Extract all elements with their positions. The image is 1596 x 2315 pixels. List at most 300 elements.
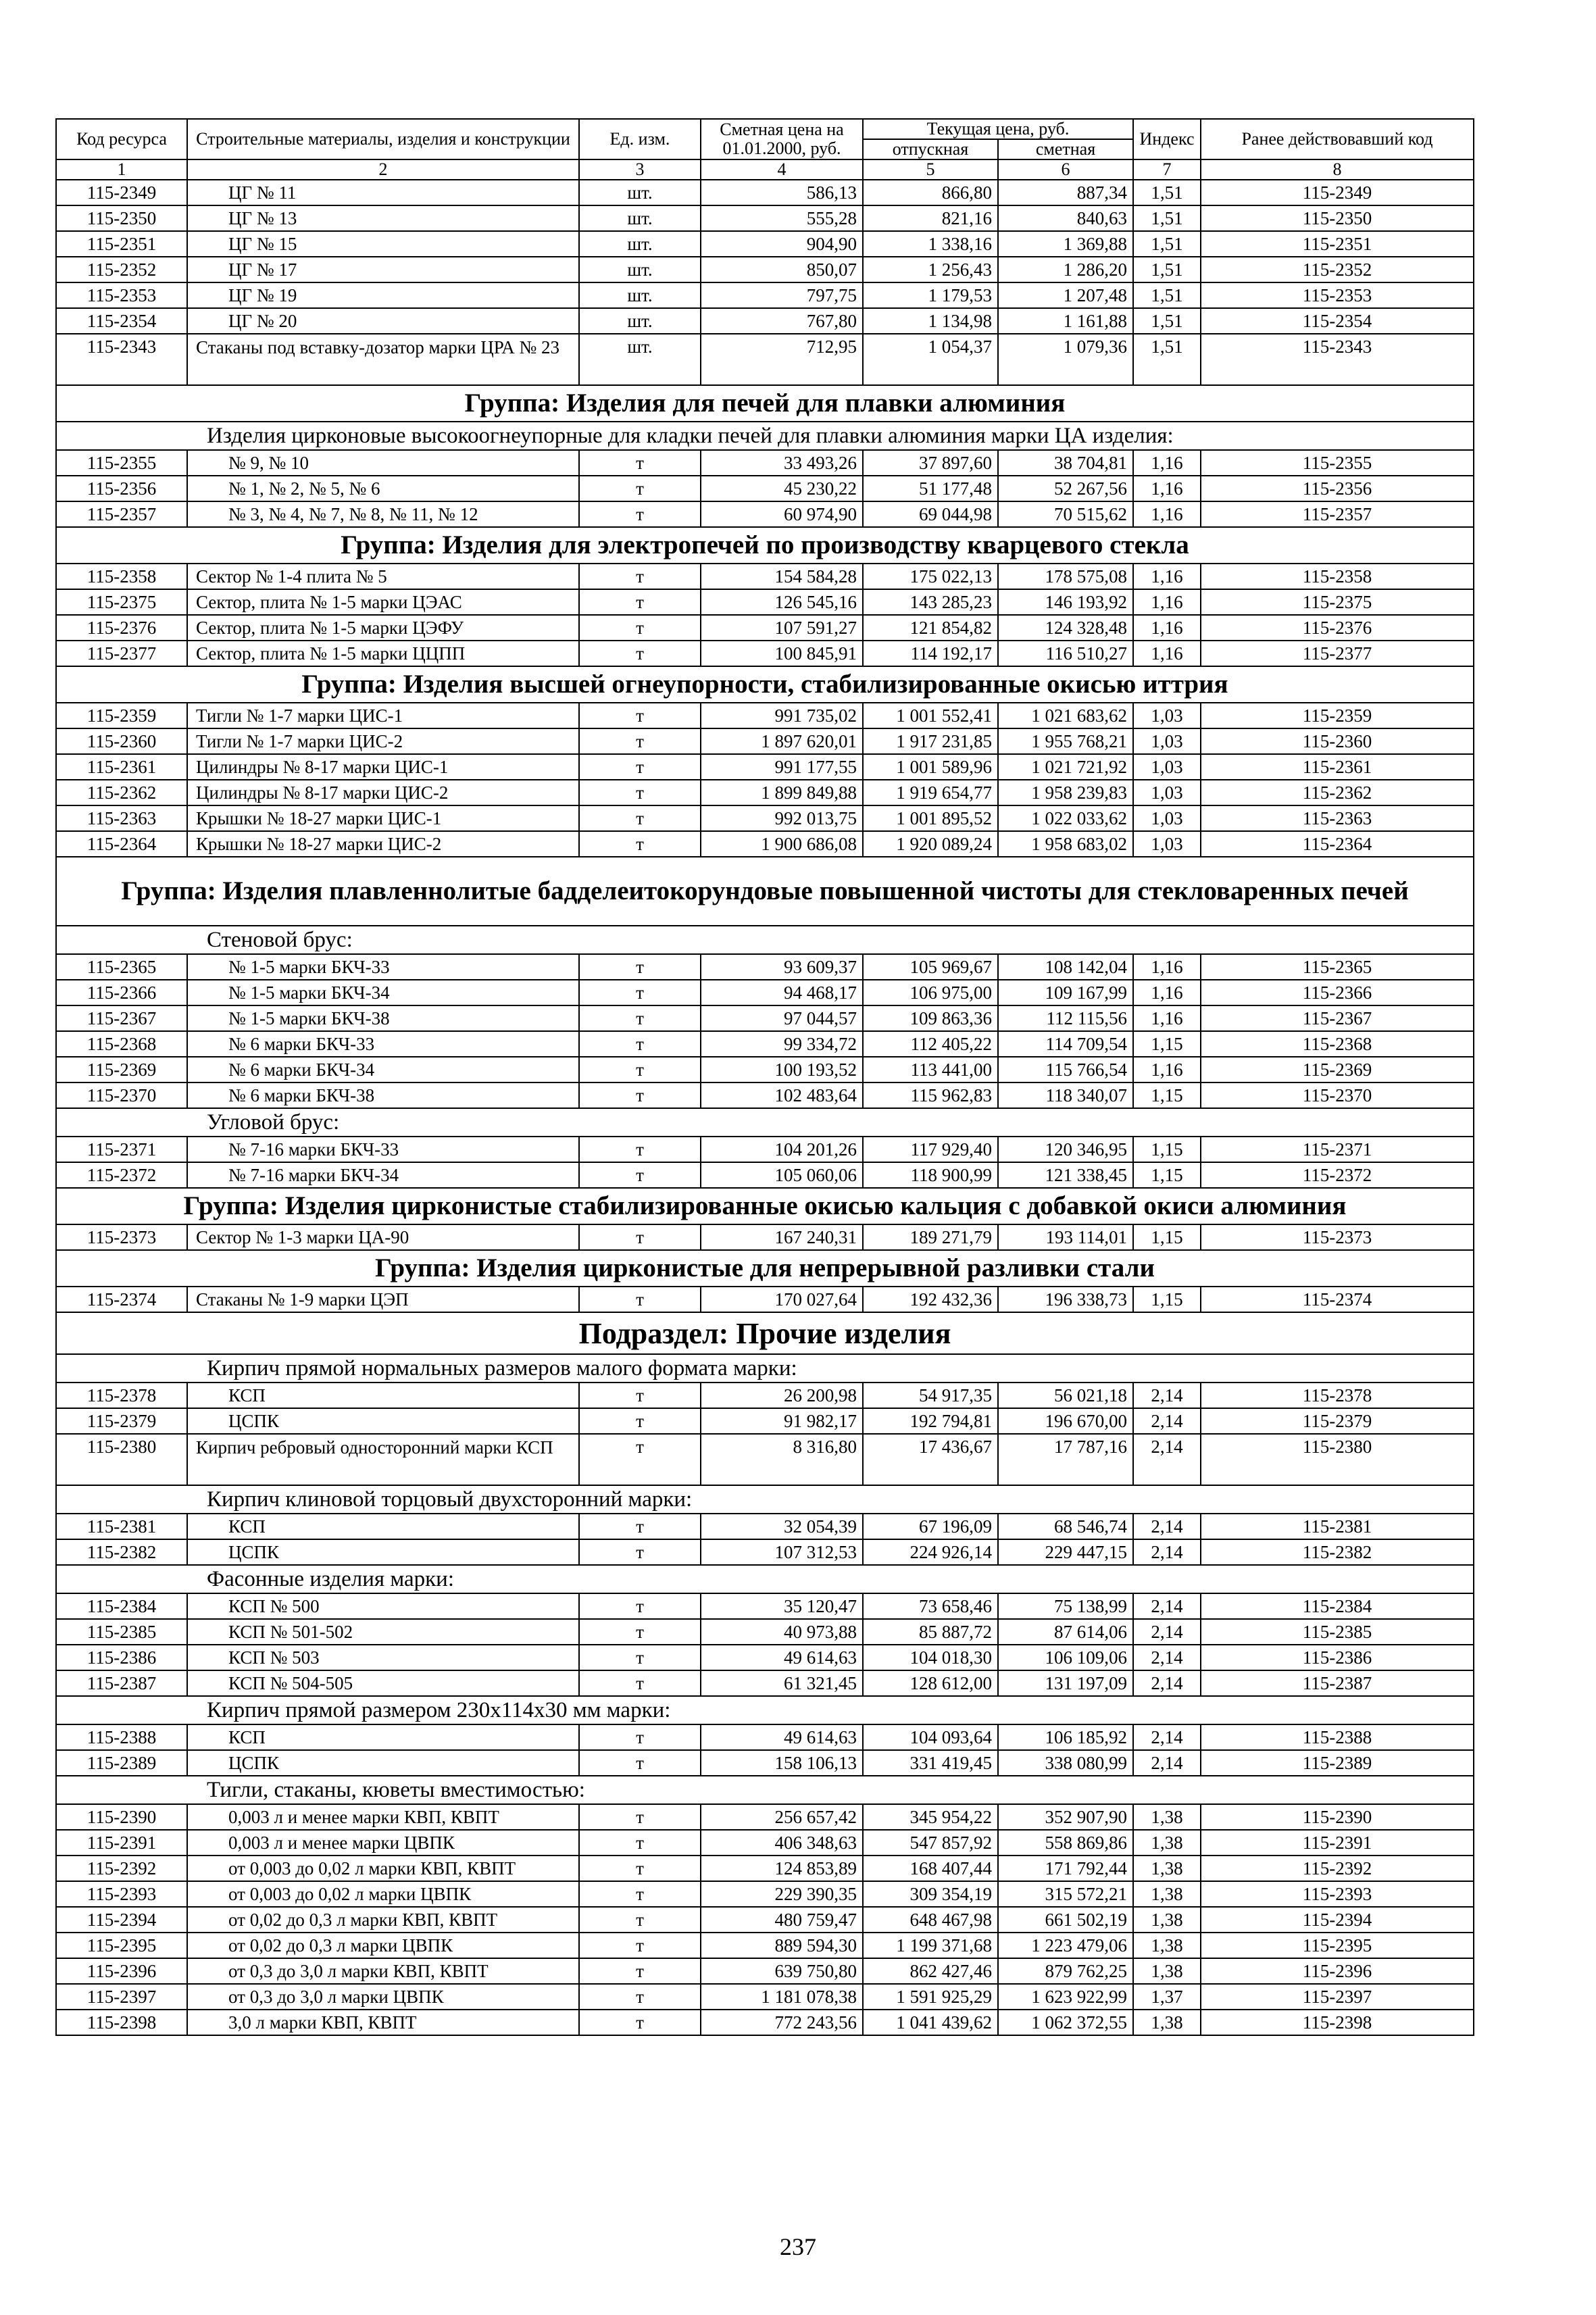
group-heading: Группа: Изделия для электропечей по производству кварцевого стекла <box>56 527 1474 564</box>
unit: шт. <box>579 334 701 385</box>
resource-code: 115-2355 <box>56 450 187 476</box>
unit: т <box>579 1958 701 1984</box>
previous-code: 115-2386 <box>1201 1645 1474 1670</box>
selling-price: 547 857,92 <box>863 1830 998 1856</box>
selling-price: 1 001 589,96 <box>863 754 998 780</box>
table-row <box>56 308 1474 334</box>
unit: т <box>579 1434 701 1485</box>
group-heading: Группа: Изделия для печей для плавки алюминия <box>56 385 1474 422</box>
previous-code: 115-2372 <box>1201 1162 1474 1188</box>
header-num: 4 <box>701 159 863 180</box>
group-heading-row <box>56 527 1474 564</box>
resource-code: 115-2398 <box>56 2010 187 2035</box>
previous-code: 115-2382 <box>1201 1539 1474 1565</box>
selling-price: 51 177,48 <box>863 476 998 501</box>
estimate-price-current: 338 080,99 <box>998 1750 1133 1776</box>
unit: т <box>579 1031 701 1057</box>
group-heading-row <box>56 385 1474 422</box>
resource-code: 115-2364 <box>56 831 187 857</box>
material-name: № 9, № 10 <box>187 450 579 476</box>
header-num: 1 <box>56 159 187 180</box>
resource-code: 115-2386 <box>56 1645 187 1670</box>
material-name: Сектор № 1-4 плита № 5 <box>187 564 579 589</box>
material-name: Сектор, плита № 1-5 марки ЦЦПП <box>187 641 579 666</box>
estimate-price-2000: 102 483,64 <box>701 1082 863 1108</box>
unit: т <box>579 450 701 476</box>
resource-code: 115-2365 <box>56 954 187 980</box>
resource-code: 115-2357 <box>56 501 187 527</box>
estimate-price-current: 1 062 372,55 <box>998 2010 1133 2035</box>
estimate-price-current: 1 022 033,62 <box>998 805 1133 831</box>
previous-code: 115-2381 <box>1201 1514 1474 1539</box>
resource-code: 115-2354 <box>56 308 187 334</box>
material-name: ЦГ № 17 <box>187 257 579 282</box>
unit: т <box>579 831 701 857</box>
resource-code: 115-2358 <box>56 564 187 589</box>
table-row <box>56 282 1474 308</box>
material-name: КСП № 503 <box>187 1645 579 1670</box>
material-name: ЦГ № 11 <box>187 180 579 205</box>
resource-code: 115-2362 <box>56 780 187 805</box>
unit: т <box>579 1750 701 1776</box>
resource-code: 115-2353 <box>56 282 187 308</box>
material-name: от 0,003 до 0,02 л марки ЦВПК <box>187 1881 579 1907</box>
price-index: 1,51 <box>1133 308 1201 334</box>
estimate-price-2000: 992 013,75 <box>701 805 863 831</box>
header-num: 6 <box>998 159 1133 180</box>
estimate-price-2000: 772 243,56 <box>701 2010 863 2035</box>
price-index: 1,03 <box>1133 754 1201 780</box>
previous-code: 115-2352 <box>1201 257 1474 282</box>
material-name: № 1-5 марки БКЧ-34 <box>187 980 579 1005</box>
price-index: 2,14 <box>1133 1408 1201 1434</box>
selling-price: 114 192,17 <box>863 641 998 666</box>
selling-price: 1 041 439,62 <box>863 2010 998 2035</box>
group-heading: Группа: Изделия цирконистые для непрерывной разливки стали <box>56 1250 1474 1287</box>
table-row <box>56 501 1474 527</box>
previous-code: 115-2367 <box>1201 1005 1474 1031</box>
table-row <box>56 1670 1474 1696</box>
table-row <box>56 1434 1474 1485</box>
unit: шт. <box>579 231 701 257</box>
previous-code: 115-2377 <box>1201 641 1474 666</box>
price-index: 1,16 <box>1133 1057 1201 1082</box>
selling-price: 1 256,43 <box>863 257 998 282</box>
price-index: 1,16 <box>1133 589 1201 615</box>
subgroup-label-row <box>56 1108 1474 1137</box>
unit: т <box>579 1619 701 1645</box>
estimate-price-2000: 104 201,26 <box>701 1137 863 1162</box>
estimate-price-current: 108 142,04 <box>998 954 1133 980</box>
price-index: 1,38 <box>1133 1804 1201 1830</box>
selling-price: 189 271,79 <box>863 1224 998 1250</box>
estimate-price-2000: 8 316,80 <box>701 1434 863 1485</box>
unit: т <box>579 1804 701 1830</box>
group-heading-row <box>56 857 1474 926</box>
material-name: Тигли № 1-7 марки ЦИС-1 <box>187 703 579 728</box>
price-index: 1,51 <box>1133 257 1201 282</box>
estimate-price-current: 1 958 683,02 <box>998 831 1133 857</box>
table-row <box>56 1856 1474 1881</box>
estimate-price-2000: 1 900 686,08 <box>701 831 863 857</box>
material-name: № 6 марки БКЧ-33 <box>187 1031 579 1057</box>
estimate-price-2000: 586,13 <box>701 180 863 205</box>
table-row <box>56 589 1474 615</box>
previous-code: 115-2388 <box>1201 1724 1474 1750</box>
table-row <box>56 476 1474 501</box>
material-name: Стаканы под вставку-дозатор марки ЦРА № 23 <box>187 334 579 385</box>
unit: шт. <box>579 205 701 231</box>
material-name: КСП <box>187 1383 579 1408</box>
estimate-price-2000: 60 974,90 <box>701 501 863 527</box>
unit: т <box>579 954 701 980</box>
price-index: 1,16 <box>1133 615 1201 641</box>
selling-price: 105 969,67 <box>863 954 998 980</box>
unit: т <box>579 805 701 831</box>
estimate-price-2000: 35 120,47 <box>701 1593 863 1619</box>
estimate-price-2000: 850,07 <box>701 257 863 282</box>
header-num: 3 <box>579 159 701 180</box>
material-name: КСП № 504-505 <box>187 1670 579 1696</box>
group-heading: Группа: Изделия плавленнолитые бадделеитокорундовые повышенной чистоты для стекловаренных печей <box>56 857 1474 926</box>
price-index: 1,16 <box>1133 641 1201 666</box>
unit: т <box>579 1933 701 1958</box>
unit: т <box>579 1137 701 1162</box>
estimate-price-current: 116 510,27 <box>998 641 1133 666</box>
table-row <box>56 1057 1474 1082</box>
resource-code: 115-2367 <box>56 1005 187 1031</box>
selling-price: 109 863,36 <box>863 1005 998 1031</box>
material-name: 0,003 л и менее марки ЦВПК <box>187 1830 579 1856</box>
material-name: от 0,02 до 0,3 л марки КВП, КВПТ <box>187 1907 579 1933</box>
subgroup-label: Кирпич клиновой торцовый двухсторонний марки: <box>56 1485 1474 1514</box>
subgroup-label-row <box>56 1696 1474 1724</box>
price-index: 2,14 <box>1133 1619 1201 1645</box>
table-row <box>56 831 1474 857</box>
estimate-price-current: 315 572,21 <box>998 1881 1133 1907</box>
selling-price: 1 054,37 <box>863 334 998 385</box>
estimate-price-current: 68 546,74 <box>998 1514 1133 1539</box>
price-index: 2,14 <box>1133 1593 1201 1619</box>
material-name: Крышки № 18-27 марки ЦИС-2 <box>187 831 579 857</box>
selling-price: 345 954,22 <box>863 1804 998 1830</box>
resource-code: 115-2394 <box>56 1907 187 1933</box>
table-row <box>56 1082 1474 1108</box>
material-name: № 6 марки БКЧ-34 <box>187 1057 579 1082</box>
previous-code: 115-2371 <box>1201 1137 1474 1162</box>
previous-code: 115-2360 <box>1201 728 1474 754</box>
estimate-price-2000: 91 982,17 <box>701 1408 863 1434</box>
header-unit: Ед. изм. <box>579 119 701 159</box>
price-index: 1,03 <box>1133 805 1201 831</box>
estimate-price-current: 887,34 <box>998 180 1133 205</box>
estimate-price-current: 1 021 721,92 <box>998 754 1133 780</box>
table-row <box>56 1287 1474 1312</box>
table-row <box>56 728 1474 754</box>
unit: т <box>579 1287 701 1312</box>
table-row <box>56 1907 1474 1933</box>
price-index: 1,03 <box>1133 703 1201 728</box>
material-name: Крышки № 18-27 марки ЦИС-1 <box>187 805 579 831</box>
previous-code: 115-2353 <box>1201 282 1474 308</box>
header-index: Индекс <box>1133 119 1201 159</box>
resource-code: 115-2373 <box>56 1224 187 1250</box>
estimate-price-2000: 100 845,91 <box>701 641 863 666</box>
group-heading: Группа: Изделия высшей огнеупорности, стабилизированные окисью иттрия <box>56 666 1474 703</box>
price-index: 1,16 <box>1133 450 1201 476</box>
selling-price: 118 900,99 <box>863 1162 998 1188</box>
estimate-price-2000: 229 390,35 <box>701 1881 863 1907</box>
material-name: от 0,3 до 3,0 л марки ЦВПК <box>187 1984 579 2010</box>
unit: шт. <box>579 282 701 308</box>
resource-code: 115-2372 <box>56 1162 187 1188</box>
unit: т <box>579 1408 701 1434</box>
table-row <box>56 1005 1474 1031</box>
estimate-price-current: 178 575,08 <box>998 564 1133 589</box>
price-index: 1,16 <box>1133 1005 1201 1031</box>
estimate-price-current: 840,63 <box>998 205 1133 231</box>
group-heading-row <box>56 1188 1474 1224</box>
estimate-price-2000: 100 193,52 <box>701 1057 863 1082</box>
selling-price: 1 001 552,41 <box>863 703 998 728</box>
estimate-price-2000: 61 321,45 <box>701 1670 863 1696</box>
header-name: Строительные материалы, изделия и конструкции <box>187 119 579 159</box>
selling-price: 821,16 <box>863 205 998 231</box>
table-row <box>56 180 1474 205</box>
subgroup-label: Изделия цирконовые высокоогнеупорные для кладки печей для плавки алюминия марки ЦА изделия: <box>56 422 1474 450</box>
price-index: 1,15 <box>1133 1162 1201 1188</box>
unit: т <box>579 501 701 527</box>
selling-price: 309 354,19 <box>863 1881 998 1907</box>
material-name: ЦСПК <box>187 1539 579 1565</box>
table-row <box>56 1750 1474 1776</box>
selling-price: 17 436,67 <box>863 1434 998 1485</box>
resource-code: 115-2375 <box>56 589 187 615</box>
estimate-price-2000: 1 897 620,01 <box>701 728 863 754</box>
price-index: 2,14 <box>1133 1514 1201 1539</box>
unit: т <box>579 754 701 780</box>
table-row <box>56 1383 1474 1408</box>
previous-code: 115-2380 <box>1201 1434 1474 1485</box>
selling-price: 1 338,16 <box>863 231 998 257</box>
selling-price: 113 441,00 <box>863 1057 998 1082</box>
estimate-price-2000: 124 853,89 <box>701 1856 863 1881</box>
selling-price: 862 427,46 <box>863 1958 998 1984</box>
price-index: 2,14 <box>1133 1434 1201 1485</box>
estimate-price-2000: 406 348,63 <box>701 1830 863 1856</box>
selling-price: 1 591 925,29 <box>863 1984 998 2010</box>
subgroup-label: Кирпич прямой нормальных размеров малого формата марки: <box>56 1354 1474 1383</box>
estimate-price-current: 352 907,90 <box>998 1804 1133 1830</box>
estimate-price-current: 106 109,06 <box>998 1645 1133 1670</box>
estimate-price-current: 109 167,99 <box>998 980 1133 1005</box>
unit: т <box>579 703 701 728</box>
table-row <box>56 805 1474 831</box>
resource-code: 115-2382 <box>56 1539 187 1565</box>
table-row <box>56 1137 1474 1162</box>
resource-code: 115-2379 <box>56 1408 187 1434</box>
estimate-price-2000: 94 468,17 <box>701 980 863 1005</box>
estimate-price-current: 1 286,20 <box>998 257 1133 282</box>
material-name: Сектор, плита № 1-5 марки ЦЭФУ <box>187 615 579 641</box>
table-row <box>56 641 1474 666</box>
estimate-price-current: 112 115,56 <box>998 1005 1133 1031</box>
estimate-price-2000: 107 591,27 <box>701 615 863 641</box>
price-index: 1,03 <box>1133 780 1201 805</box>
unit: т <box>579 1984 701 2010</box>
price-index: 1,15 <box>1133 1082 1201 1108</box>
estimate-price-2000: 555,28 <box>701 205 863 231</box>
price-index: 1,16 <box>1133 564 1201 589</box>
estimate-price-current: 121 338,45 <box>998 1162 1133 1188</box>
group-heading-row <box>56 666 1474 703</box>
price-index: 2,14 <box>1133 1670 1201 1696</box>
unit: т <box>579 1539 701 1565</box>
subgroup-label-row <box>56 422 1474 450</box>
previous-code: 115-2384 <box>1201 1593 1474 1619</box>
unit: т <box>579 1224 701 1250</box>
selling-price: 331 419,45 <box>863 1750 998 1776</box>
material-name: № 1-5 марки БКЧ-33 <box>187 954 579 980</box>
unit: т <box>579 589 701 615</box>
table-row <box>56 1031 1474 1057</box>
estimate-price-2000: 126 545,16 <box>701 589 863 615</box>
previous-code: 115-2362 <box>1201 780 1474 805</box>
estimate-price-2000: 97 044,57 <box>701 1005 863 1031</box>
estimate-price-2000: 889 594,30 <box>701 1933 863 1958</box>
material-name: КСП <box>187 1724 579 1750</box>
subsection-heading-row <box>56 1312 1474 1354</box>
subgroup-label: Кирпич прямой размером 230х114х30 мм марки: <box>56 1696 1474 1724</box>
table-row <box>56 1593 1474 1619</box>
resource-code: 115-2395 <box>56 1933 187 1958</box>
price-index: 1,15 <box>1133 1137 1201 1162</box>
unit: т <box>579 1593 701 1619</box>
estimate-price-2000: 107 312,53 <box>701 1539 863 1565</box>
table-row <box>56 954 1474 980</box>
resource-code: 115-2393 <box>56 1881 187 1907</box>
selling-price: 192 432,36 <box>863 1287 998 1312</box>
estimate-price-2000: 1 181 078,38 <box>701 1984 863 2010</box>
previous-code: 115-2389 <box>1201 1750 1474 1776</box>
subgroup-label-row <box>56 926 1474 954</box>
subgroup-label-row <box>56 1565 1474 1593</box>
table-body <box>56 180 1474 2035</box>
header-num: 7 <box>1133 159 1201 180</box>
group-heading: Группа: Изделия цирконистые стабилизированные окисью кальция с добавкой окиси алюминия <box>56 1188 1474 1224</box>
unit: т <box>579 564 701 589</box>
resource-code: 115-2389 <box>56 1750 187 1776</box>
previous-code: 115-2350 <box>1201 205 1474 231</box>
resource-code: 115-2371 <box>56 1137 187 1162</box>
resource-code: 115-2397 <box>56 1984 187 2010</box>
estimate-price-2000: 256 657,42 <box>701 1804 863 1830</box>
selling-price: 69 044,98 <box>863 501 998 527</box>
estimate-price-2000: 904,90 <box>701 231 863 257</box>
previous-code: 115-2394 <box>1201 1907 1474 1933</box>
table-row <box>56 1881 1474 1907</box>
table-header <box>56 119 1474 180</box>
estimate-price-current: 558 869,86 <box>998 1830 1133 1856</box>
previous-code: 115-2354 <box>1201 308 1474 334</box>
previous-code: 115-2376 <box>1201 615 1474 641</box>
resource-code: 115-2351 <box>56 231 187 257</box>
previous-code: 115-2396 <box>1201 1958 1474 1984</box>
previous-code: 115-2349 <box>1201 180 1474 205</box>
resource-code: 115-2360 <box>56 728 187 754</box>
table-row <box>56 1224 1474 1250</box>
material-name: № 7-16 марки БКЧ-33 <box>187 1137 579 1162</box>
price-index: 2,14 <box>1133 1724 1201 1750</box>
price-index: 1,38 <box>1133 1881 1201 1907</box>
estimate-price-2000: 93 609,37 <box>701 954 863 980</box>
unit: т <box>579 641 701 666</box>
selling-price: 104 093,64 <box>863 1724 998 1750</box>
estimate-price-current: 38 704,81 <box>998 450 1133 476</box>
material-name: № 1, № 2, № 5, № 6 <box>187 476 579 501</box>
estimate-price-2000: 158 106,13 <box>701 1750 863 1776</box>
material-name: от 0,02 до 0,3 л марки ЦВПК <box>187 1933 579 1958</box>
previous-code: 115-2373 <box>1201 1224 1474 1250</box>
estimate-price-current: 229 447,15 <box>998 1539 1133 1565</box>
unit: т <box>579 980 701 1005</box>
selling-price: 73 658,46 <box>863 1593 998 1619</box>
resource-code: 115-2370 <box>56 1082 187 1108</box>
selling-price: 37 897,60 <box>863 450 998 476</box>
estimate-price-current: 1 369,88 <box>998 231 1133 257</box>
material-name: Цилиндры № 8-17 марки ЦИС-2 <box>187 780 579 805</box>
material-name: № 7-16 марки БКЧ-34 <box>187 1162 579 1188</box>
subgroup-label-row <box>56 1354 1474 1383</box>
estimate-price-2000: 170 027,64 <box>701 1287 863 1312</box>
unit: т <box>579 1514 701 1539</box>
selling-price: 121 854,82 <box>863 615 998 641</box>
unit: т <box>579 1724 701 1750</box>
price-index: 2,14 <box>1133 1645 1201 1670</box>
table-row <box>56 1933 1474 1958</box>
material-name: ЦСПК <box>187 1408 579 1434</box>
price-index: 1,15 <box>1133 1031 1201 1057</box>
resource-code: 115-2343 <box>56 334 187 385</box>
selling-price: 1 134,98 <box>863 308 998 334</box>
price-index: 1,15 <box>1133 1287 1201 1312</box>
table-row <box>56 754 1474 780</box>
subgroup-label: Фасонные изделия марки: <box>56 1565 1474 1593</box>
previous-code: 115-2357 <box>1201 501 1474 527</box>
previous-code: 115-2368 <box>1201 1031 1474 1057</box>
price-index: 2,14 <box>1133 1383 1201 1408</box>
unit: т <box>579 1057 701 1082</box>
previous-code: 115-2385 <box>1201 1619 1474 1645</box>
resource-code: 115-2385 <box>56 1619 187 1645</box>
material-name: КСП <box>187 1514 579 1539</box>
price-document <box>55 118 1473 2036</box>
estimate-price-2000: 991 177,55 <box>701 754 863 780</box>
estimate-price-current: 75 138,99 <box>998 1593 1133 1619</box>
price-index: 1,38 <box>1133 1958 1201 1984</box>
resource-code: 115-2387 <box>56 1670 187 1696</box>
price-index: 1,15 <box>1133 1224 1201 1250</box>
price-index: 1,38 <box>1133 1933 1201 1958</box>
material-name: Сектор № 1-3 марки ЦА-90 <box>187 1224 579 1250</box>
resource-code: 115-2380 <box>56 1434 187 1485</box>
material-name: Стаканы № 1-9 марки ЦЭП <box>187 1287 579 1312</box>
table-row <box>56 703 1474 728</box>
price-index: 1,51 <box>1133 205 1201 231</box>
resource-code: 115-2377 <box>56 641 187 666</box>
previous-code: 115-2387 <box>1201 1670 1474 1696</box>
subgroup-label: Стеновой брус: <box>56 926 1474 954</box>
